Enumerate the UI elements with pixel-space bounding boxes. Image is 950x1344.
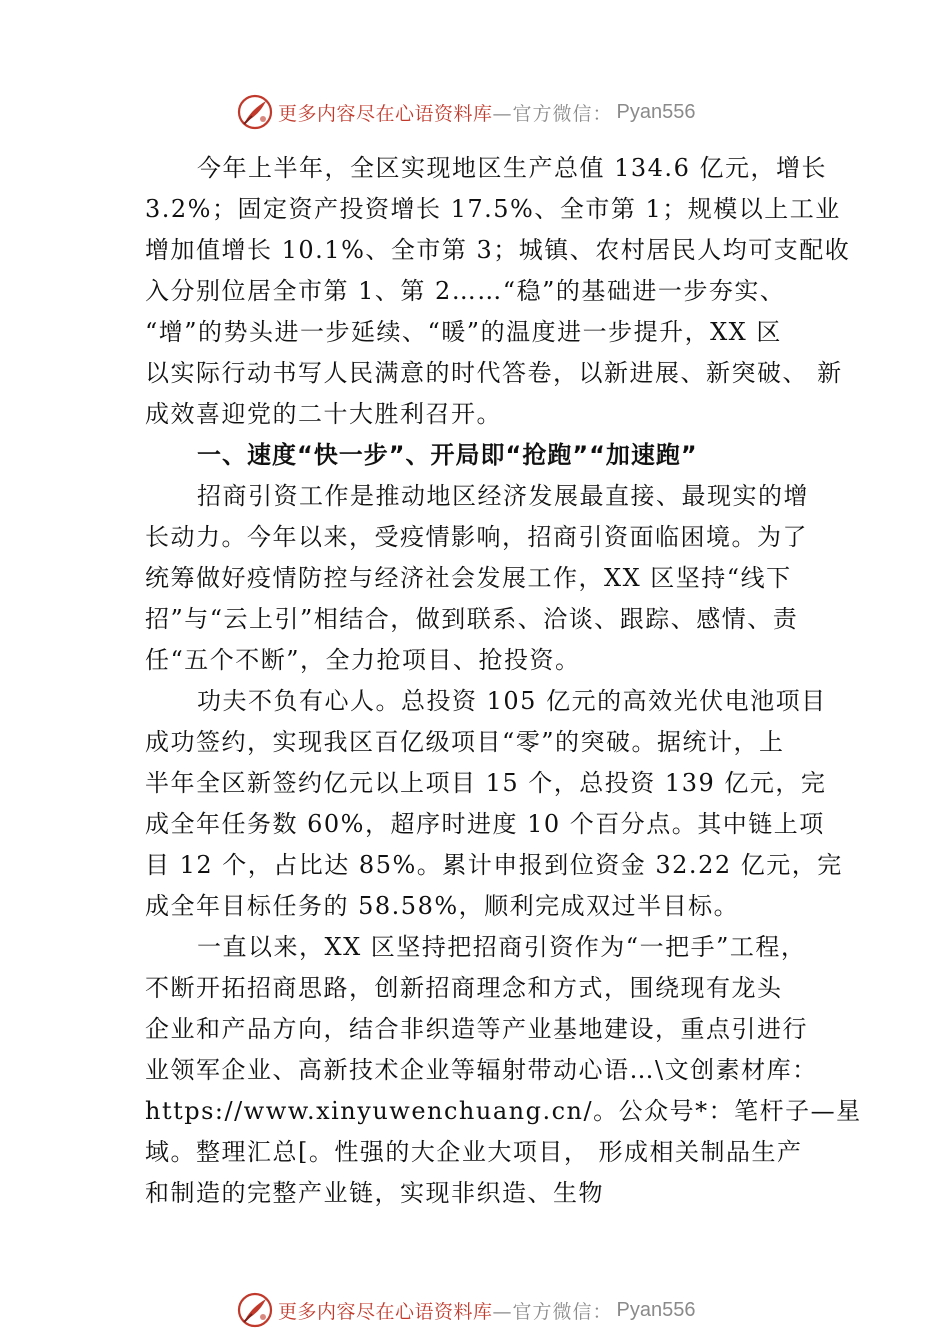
- text-line: 今年上半年，全区实现地区生产总值 134.6 亿元，增长: [197, 154, 827, 182]
- header-banner: [0, 92, 950, 132]
- text-line: “增”的势头进一步延续、“暖”的温度进一步提升，XX 区: [145, 318, 782, 346]
- text-line: 功夫不负有心人。总投资 105 亿元的高效光伏电池项目: [197, 687, 827, 715]
- text-line: 一直以来，XX 区坚持把招商引资作为“一把手”工程，: [197, 933, 807, 961]
- text-line: 成效喜迎党的二十大胜利召开。: [145, 400, 502, 428]
- text-line: 入分别位居全市第 1、第 2……“稳”的基础进一步夯实、: [145, 277, 786, 305]
- text-line: 3.2%；固定资产投资增长 17.5%、全市第 1；规模以上工业: [145, 195, 841, 223]
- banner-wechat-label: —官方微信：: [492, 102, 613, 125]
- text-line: 半年全区新签约亿元以上项目 15 个，总投资 139 亿元，完: [145, 769, 827, 797]
- text-line: https://www.xinyuwenchuang.cn/。公众号*：笔杆子—星: [145, 1097, 862, 1125]
- paragraph-1: [145, 148, 851, 435]
- text-line: 企业和产品方向，结合非织造等产业基地建设，重点引进行: [145, 1015, 808, 1043]
- text-line: 成全年任务数 60%，超序时进度 10 个百分点。其中链上项: [145, 810, 825, 838]
- text-line: 不断开拓招商思路，创新招商理念和方式，围绕现有龙头: [145, 974, 783, 1002]
- paragraph-3: [145, 681, 843, 927]
- banner-wechat-id: Pyan556: [616, 100, 696, 123]
- banner-brand-text: 更多内容尽在心语资料库: [278, 1300, 493, 1323]
- text-line: 任“五个不断”，全力抢项目、抢投资。: [145, 646, 581, 674]
- text-line: 和制造的完整产业链，实现非织造、生物: [145, 1179, 604, 1207]
- text-line: 招商引资工作是推动地区经济发展最直接、最现实的增: [197, 482, 809, 510]
- banner-wechat-id: Pyan556: [616, 1298, 696, 1321]
- text-line: 目 12 个，占比达 85%。累计申报到位资金 32.22 亿元，完: [145, 851, 843, 879]
- quill-logo-icon: [236, 93, 274, 131]
- section-heading-1: 一、速度“快一步”、开局即“抢跑”“加速跑”: [197, 441, 698, 469]
- header-banner-content: [236, 92, 696, 132]
- banner-wechat-label: —官方微信：: [492, 1300, 613, 1323]
- footer-banner-content: [236, 1290, 696, 1330]
- footer-banner: [0, 1290, 950, 1330]
- text-line: 统筹做好疫情防控与经济社会发展工作，XX 区坚持“线下: [145, 564, 792, 592]
- quill-logo-icon: [236, 1291, 274, 1329]
- text-line: 域。整理汇总[。性强的大企业大项目， 形成相关制品生产: [145, 1138, 803, 1166]
- paragraph-4: [145, 927, 862, 1214]
- text-line: 长动力。今年以来，受疫情影响，招商引资面临困境。为了: [145, 523, 808, 551]
- text-line: 增加值增长 10.1%、全市第 3；城镇、农村居民人均可支配收: [145, 236, 851, 264]
- paragraph-2: [145, 476, 815, 681]
- text-line: 招”与“云上引”相结合，做到联系、洽谈、跟踪、感情、责: [145, 605, 799, 633]
- text-line: 成功签约，实现我区百亿级项目“零”的突破。据统计，上: [145, 728, 785, 756]
- text-line: 业领军企业、高新技术企业等辐射带动心语…\文创素材库：: [145, 1056, 818, 1084]
- text-line: 以实际行动书写人民满意的时代答卷，以新进展、新突破、 新: [145, 359, 843, 387]
- document-body: [145, 148, 862, 1214]
- text-line: 成全年目标任务的 58.58%，顺利完成双过半目标。: [145, 892, 740, 920]
- banner-brand-text: 更多内容尽在心语资料库: [278, 102, 493, 125]
